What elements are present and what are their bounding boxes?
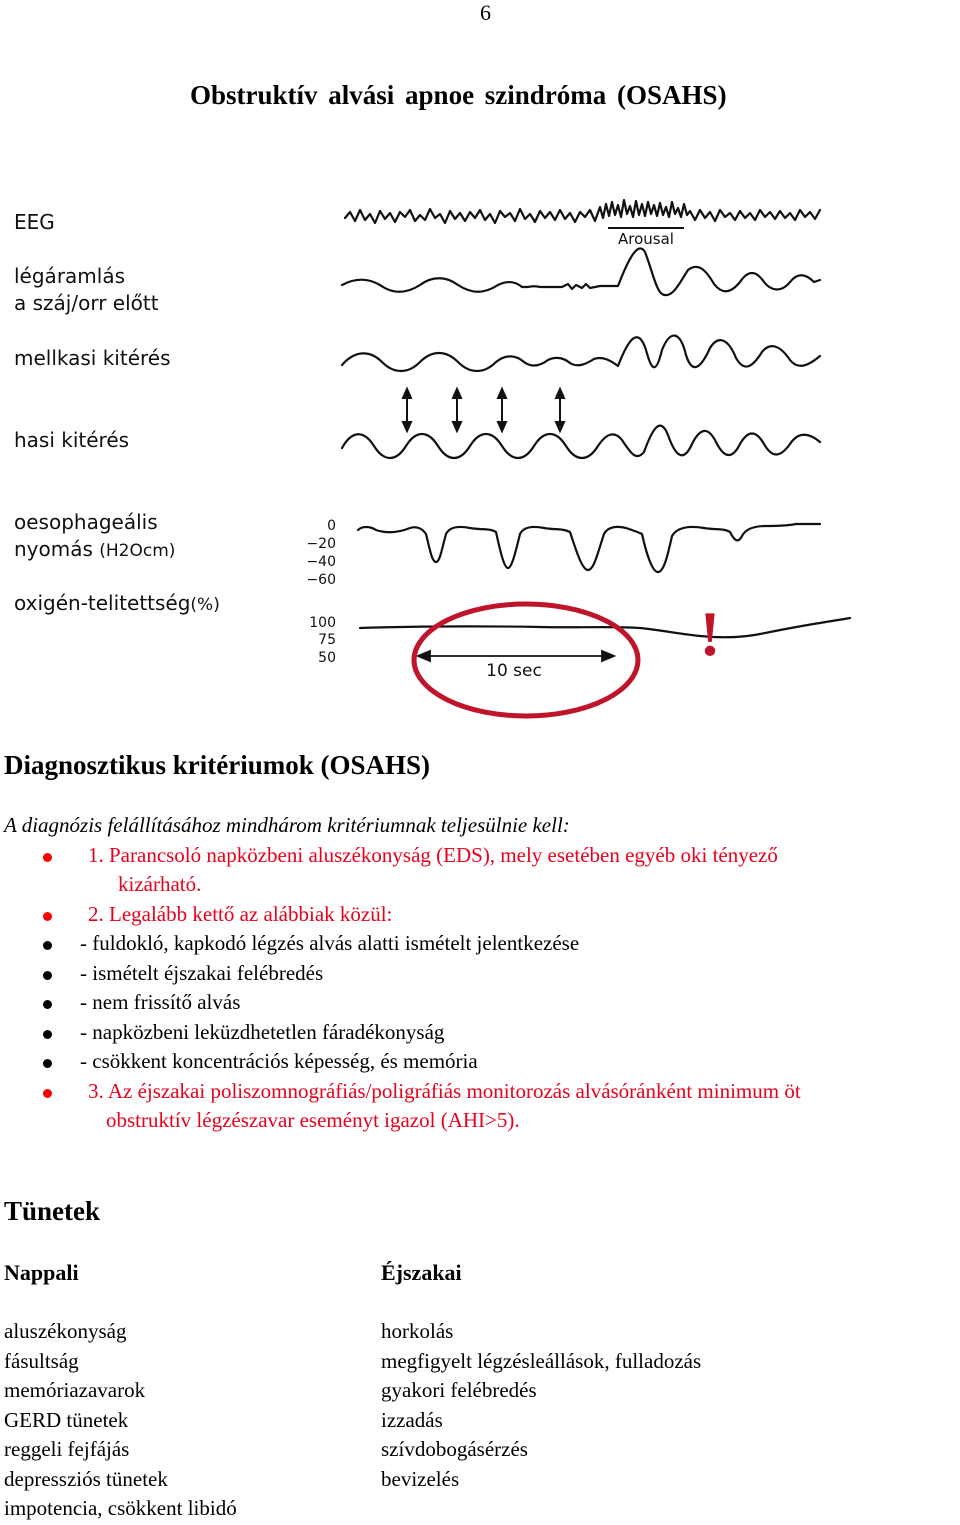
daytime-symptom: aluszékonyság [4, 1319, 127, 1343]
daytime-symptom: depressziós tünetek [4, 1467, 168, 1491]
polysomnography-figure [300, 190, 860, 730]
label-abdomen: hasi kitérés [14, 428, 130, 452]
label-esophageal-line1: oesophageális [14, 510, 158, 534]
diagnostics-intro: A diagnózis felállításához mindhárom kritériumnak teljesülnie kell: [4, 813, 570, 837]
symptoms-heading: Tünetek [4, 1196, 101, 1226]
label-airflow-line2: a száj/orr előtt [14, 291, 159, 315]
criterion-1-line2: kizárható. [118, 872, 202, 896]
saturation-tick: 50 [318, 650, 336, 666]
daytime-symptom: GERD tünetek [4, 1408, 129, 1432]
bullet-icon [43, 1000, 52, 1009]
bullet-icon [43, 941, 52, 950]
nighttime-heading: Éjszakai [381, 1260, 462, 1285]
daytime-symptom: impotencia, csökkent libidó [4, 1496, 237, 1520]
esophageal-pressure-trace [358, 524, 820, 572]
nighttime-symptom: izzadás [381, 1408, 443, 1432]
criterion-1-line1: 1. Parancsoló napközbeni aluszékonyság (EDS), mely esetében egyéb oki tényező [88, 843, 778, 867]
label-oxygen: oxigén-telitettség(%) [14, 591, 220, 615]
nighttime-symptom: szívdobogásérzés [381, 1437, 528, 1461]
criterion-2-sub: - csökkent koncentrációs képesség, és memória [80, 1049, 478, 1073]
eeg-trace [345, 200, 820, 223]
bullet-icon [43, 1089, 52, 1098]
label-esophageal-line2: nyomás (H2Ocm) [14, 537, 176, 561]
nighttime-symptom: horkolás [381, 1319, 454, 1343]
daytime-symptom: memóriazavarok [4, 1378, 146, 1402]
exclamation-icon: ! [699, 598, 721, 669]
label-airflow-line1: légáramlás [14, 264, 126, 288]
page-number: 6 [480, 0, 491, 25]
bullet-icon [43, 1030, 52, 1039]
diagnostics-heading: Diagnosztikus kritériumok (OSAHS) [4, 750, 431, 780]
label-eeg: EEG [14, 210, 55, 234]
saturation-tick: 100 [309, 615, 336, 631]
nighttime-symptom: gyakori felébredés [381, 1378, 537, 1402]
interval-label: 10 sec [486, 661, 542, 681]
nighttime-symptom: megfigyelt légzésleállások, fulladozás [381, 1349, 702, 1373]
pressure-tick: −60 [306, 572, 336, 588]
label-chest: mellkasi kitérés [14, 346, 171, 370]
daytime-symptom: reggeli fejfájás [4, 1437, 130, 1461]
bullet-icon [43, 1059, 52, 1068]
nighttime-symptom: bevizelés [381, 1467, 460, 1491]
criterion-2-sub: - fuldokló, kapkodó légzés alvás alatti ismételt jelentkezése [80, 931, 580, 955]
airflow-trace [342, 248, 820, 295]
chest-trace [342, 336, 820, 371]
criterion-2-sub: - napközbeni leküzdhetetlen fáradékonyság [80, 1020, 445, 1044]
criterion-3-line2: obstruktív légzészavar eseményt igazol (AHI>5). [106, 1108, 520, 1132]
bullet-icon [43, 971, 52, 980]
bullet-icon [43, 912, 52, 921]
criterion-3-line1: 3. Az éjszakai poliszomnográfiás/poligráfiás monitorozás alvásóránként minimum öt [88, 1079, 801, 1103]
pressure-tick: −20 [306, 536, 336, 552]
pressure-tick: −40 [306, 554, 336, 570]
page-title: Obstruktív alvási apnoe szindróma (OSAHS) [190, 80, 727, 110]
daytime-symptom: fásultság [4, 1349, 79, 1373]
criterion-2-sub: - ismételt éjszakai felébredés [80, 961, 324, 985]
arousal-label: Arousal [618, 230, 674, 248]
pressure-tick: 0 [327, 518, 336, 534]
criterion-2-sub: - nem frissítő alvás [80, 990, 241, 1014]
bullet-icon [43, 853, 52, 862]
criterion-2: 2. Legalább kettő az alábbiak közül: [88, 902, 393, 926]
saturation-tick: 75 [318, 632, 336, 648]
daytime-heading: Nappali [4, 1260, 79, 1285]
abdomen-trace [342, 426, 820, 458]
